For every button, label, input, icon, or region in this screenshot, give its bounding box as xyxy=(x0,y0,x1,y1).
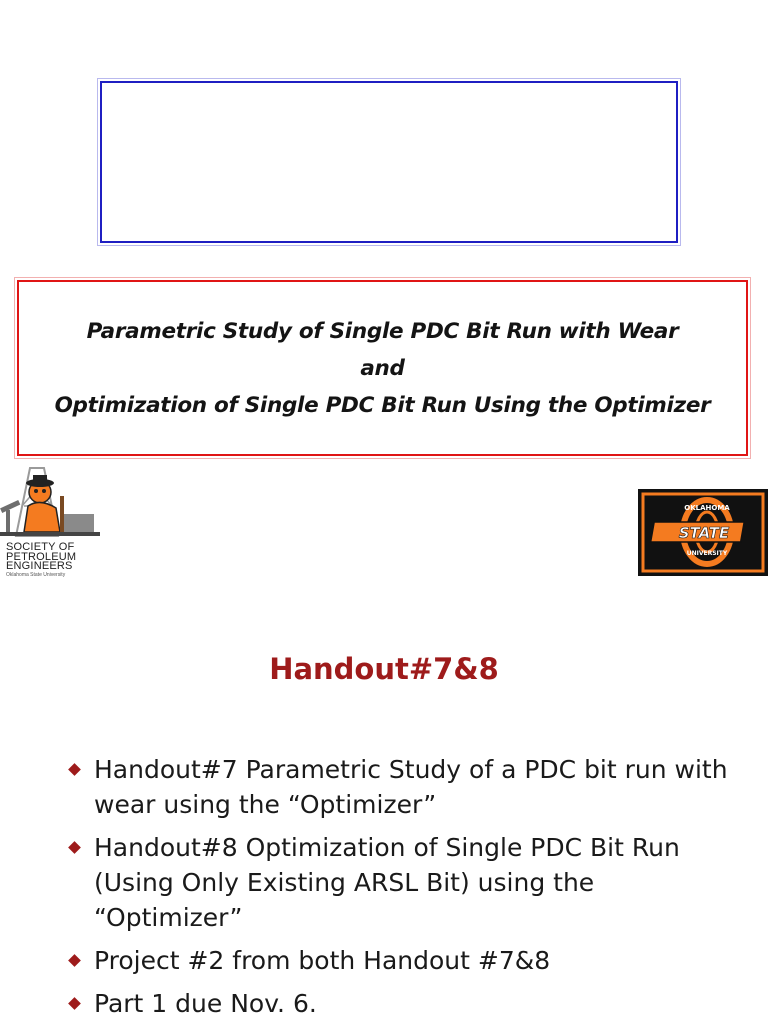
list-item xyxy=(66,752,746,822)
diamond-bullet-icon xyxy=(68,841,81,854)
spe-line-2: PETROLEUM xyxy=(6,550,77,563)
bullet-text: Project #2 from both Handout #7&8 xyxy=(94,946,551,975)
list-item xyxy=(66,830,746,935)
spe-logo-text xyxy=(6,543,98,572)
title-line-2: and xyxy=(360,355,405,381)
bullet-text: Handout#8 Optimization of Single PDC Bit Run (Using Only Existing ARSL Bit) using the “Optimizer” xyxy=(94,833,680,932)
osu-top-text: OKLAHOMA xyxy=(684,504,730,512)
title-box xyxy=(17,280,748,456)
page-heading: Handout#7&8 xyxy=(269,652,499,686)
bullet-text: Part 1 due Nov. 6. xyxy=(94,989,317,1018)
derrick-mascot-icon xyxy=(0,466,100,546)
list-item xyxy=(66,986,746,1021)
osu-logo xyxy=(638,489,768,576)
bullet-text: Handout#7 Parametric Study of a PDC bit run with wear using the “Optimizer” xyxy=(94,755,728,819)
spe-sub-text: Oklahoma State University xyxy=(6,572,66,578)
diamond-bullet-icon xyxy=(68,763,81,776)
diamond-bullet-icon xyxy=(68,997,81,1010)
title-line-3: Optimization of Single PDC Bit Run Using the Optimizer xyxy=(54,392,711,418)
empty-title-frame xyxy=(100,81,678,243)
diamond-bullet-icon xyxy=(68,954,81,967)
osu-main-text: STATE xyxy=(678,524,730,542)
osu-bottom-text: UNIVERSITY xyxy=(686,550,728,557)
spe-line-1: SOCIETY OF xyxy=(6,541,75,553)
bullet-list xyxy=(66,752,746,1029)
spe-line-3: ENGINEERS xyxy=(6,560,73,572)
oklahoma-state-logo-icon xyxy=(638,489,768,576)
list-item xyxy=(66,943,746,978)
title-line-1: Parametric Study of Single PDC Bit Run with Wear xyxy=(86,318,679,344)
